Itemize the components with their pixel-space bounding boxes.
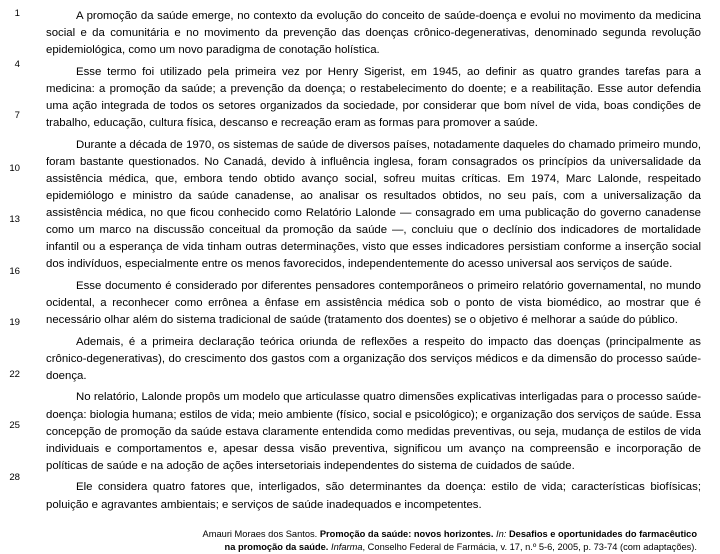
source-article-title: Promoção da saúde: novos horizontes. — [319, 528, 494, 539]
source-reference: , Conselho Federal de Farmácia, v. 17, n.º 5-6, 2005, p. 73-74 (com adaptações). — [362, 541, 697, 552]
source-book-title-part1: Desafios e oportunidades do farmacêutico — [508, 528, 697, 539]
document-body — [46, 8, 701, 554]
paragraph: No relatório, Lalonde propôs um modelo que articulasse quatro dimensões explicativas interligadas para o processo saúde-doença: biologia humana; estilos de vida; meio ambiente (físico, social e psicológico); e organização dos serviços de saúde. Essa concepção de promoção da saúde estava claramente entendida como medidas preventivas, ou seja, mudança de estilos de vida individuais e comportamentos e, apesar dessa visão preventiva, significou um avanço na compreensão e incorporação de políticas de saúde e na adoção de ações intersetoriais independentes do sistema de cuidados de saúde. — [46, 391, 701, 472]
line-number: 28 — [9, 472, 20, 483]
paragraph: Durante a década de 1970, os sistemas de saúde de diversos países, notadamente daqueles do chamado primeiro mundo, foram bastante questionados. No Canadá, devido à influência inglesa, foram consagrados os princípios da universalidade da assistência médica, que, embora tendo obtido avanço social, sofreu muitas críticas. Em 1974, Marc Lalonde, respeitado epidemiólogo e ministro da saúde canadense, ao analisar os resultados obtidos, no seu país, com a universalização da assistência médica, no que ficou conhecido como Relatório Lalonde — consagrado em uma publicação do governo canadense como um marco na discussão conceitual da promoção da saúde —, concluiu que o declínio dos indicadores de mortalidade infantil ou a esperança de vida tinham outras determinações, visto que esses indicadores persistiam conforme a inserção social dos indivíduos, especialmente entre os menos favorecidos, independentemente do acesso universal aos serviços de saúde. — [46, 138, 701, 271]
line-number: 4 — [14, 59, 20, 70]
source-line-2 — [46, 541, 697, 554]
line-number: 7 — [14, 110, 20, 121]
line-number: 10 — [9, 163, 20, 174]
source-citation — [46, 528, 701, 554]
line-number: 13 — [9, 214, 20, 225]
source-book-title-part2: na promoção da saúde. — [224, 541, 329, 552]
source-line-1 — [46, 528, 697, 541]
source-author: Amauri Moraes dos Santos. — [202, 528, 318, 539]
line-number: 16 — [9, 266, 20, 277]
source-in-label: In: — [496, 528, 507, 539]
paragraph: Esse documento é considerado por diferentes pensadores contemporâneos o primeiro relatório governamental, no mundo ocidental, a reconhecer como errônea a ênfase em assistência médica sob o ponto de vista biomédico, ao mostrar que é necessário olhar além do sistema tradicional de saúde (tratamento dos doentes) se o objetivo é melhorar a saúde do público. — [46, 279, 701, 327]
paragraph: A promoção da saúde emerge, no contexto da evolução do conceito de saúde-doença e evolui no movimento da medicina social e da comunitária e no movimento da prevenção das doenças crônico-degenerativas, denominado segunda revolução epidemiológica, como um novo paradigma de conotação holística. — [46, 10, 701, 57]
line-number: 19 — [9, 317, 20, 328]
line-number: 25 — [9, 420, 20, 431]
line-number: 1 — [14, 8, 20, 19]
paragraph: Ele considera quatro fatores que, interligados, são determinantes da doença: estilo de vida; características biofísicas; poluição e agravantes ambientais; e serviços de saúde inadequados e incompetentes. — [46, 481, 701, 511]
paragraph: Esse termo foi utilizado pela primeira vez por Henry Sigerist, em 1945, ao definir as quatro grandes tarefas para a medicina: a promoção da saúde; a prevenção da doença; o restabelecimento do doente; e a reabilitação. Esse autor defendia uma ação integrada de todos os setores organizados da sociedade, por considerar que bom nível de vida, boas condições de trabalho, educação, cultura física, descanso e recreação eram as formas para promover a saúde. — [46, 65, 701, 130]
source-journal: Infarma — [330, 541, 363, 552]
line-number: 22 — [9, 369, 20, 380]
paragraph: Ademais, é a primeira declaração teórica oriunda de reflexões a respeito do impacto das doenças (principalmente as crônico-degenerativas), do crescimento dos gastos com a organização dos serviços médicos e da dimensão do processo saúde-doença. — [46, 335, 701, 382]
